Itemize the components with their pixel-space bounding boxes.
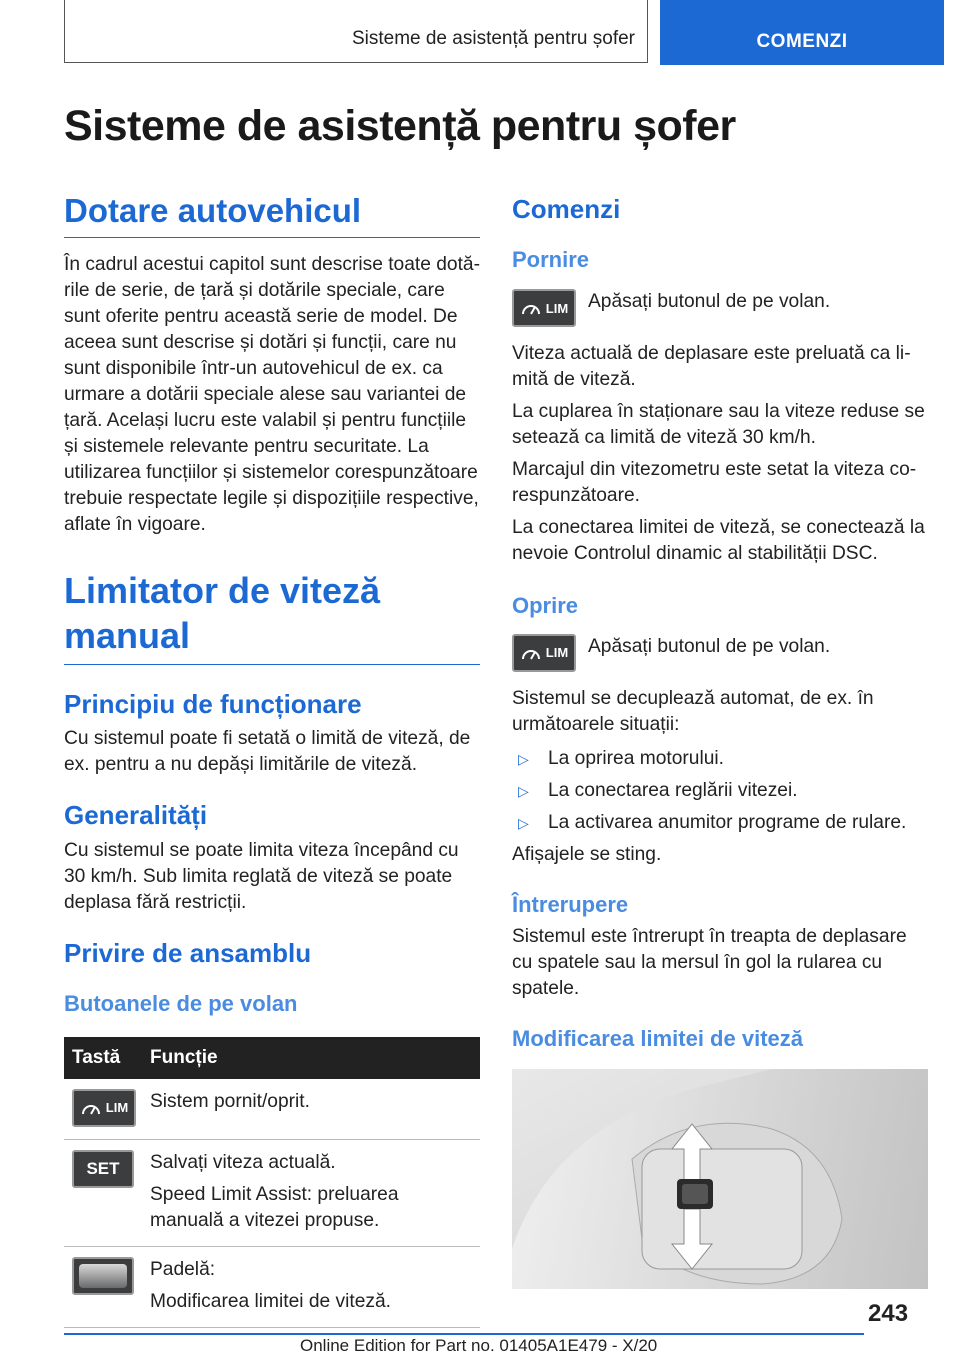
- limiter-heading: Limitator de viteză manual: [64, 568, 480, 665]
- general-text: Cu sistemul se poate limita viteza începând cu 30 km/h. Sub limita reglată de viteză se poate deplasa fără restricții.: [64, 839, 459, 913]
- start-heading: Pornire: [512, 247, 590, 272]
- row1-text: Sistem pornit/oprit.: [150, 1091, 310, 1113]
- tab-comenzi[interactable]: [660, 0, 944, 65]
- general-heading: Generalități: [64, 800, 208, 831]
- table-row: [64, 1247, 480, 1328]
- interrupt-text: Sistemul este întrerupt în treapta de deplasare cu spatele sau la mersul în gol la rularea cu spatele.: [512, 926, 907, 1000]
- stop-paragraph-2: Afișajele se sting.: [512, 843, 662, 865]
- modify-heading: Modificarea limitei de viteză: [512, 1026, 803, 1052]
- row2-text-b: Speed Limit Assist: preluarea manuală a vitezei propuse.: [150, 1184, 399, 1232]
- stop-paragraph-1: Sistemul se decuplează automat, de ex. în următoarele situații:: [512, 687, 874, 735]
- speedometer-icon: [520, 299, 542, 317]
- start-press-text: Apăsați butonul de pe volan.: [588, 291, 831, 313]
- right-column: [512, 190, 928, 1289]
- stop-list: [512, 746, 928, 836]
- left-column: [64, 190, 480, 1328]
- steering-wheel-image: [512, 1069, 928, 1289]
- header-section-box: [64, 0, 648, 63]
- equipment-text: În cadrul acestui capitol sunt descrise toate dotările de serie, de țară și dotările speciale, care sunt oferite pentru această serie de model. De aceea sunt descrise și dotări și funcții, care nu sunt disponibile într-un autovehicul de ex. ca urmare a dotării speciale alese sau variantei de țară. Același lucru este valabil și pentru funcțiile și sistemele relevante pentru securitate. La utilizarea funcțiilor și sistemelor corespunzătoare trebuie respectate legile și dispozițiile respective, aflate în vigoare.: [64, 254, 480, 536]
- lim-label: LIM: [545, 645, 569, 661]
- speedometer-icon: [80, 1099, 102, 1117]
- speedometer-icon: [520, 644, 542, 662]
- page-number: 243: [868, 1300, 909, 1327]
- start-paragraph-4: La conectarea limitei de viteză, se conectează la nevoie Controlul dinamic al stabilității DSC.: [512, 517, 925, 565]
- list-item: ▷ La oprirea motorului.: [512, 746, 928, 772]
- lim-label: LIM: [545, 300, 569, 316]
- triangle-bullet-icon: ▷: [518, 750, 529, 767]
- table-header-key: Tastă: [64, 1037, 142, 1079]
- row3-text-a: Padelă:: [150, 1259, 216, 1281]
- lim-button-icon: [512, 289, 576, 327]
- start-paragraph-2: La cuplarea în staționare sau la viteze reduse se setează ca limită de viteză 30 km/h.: [512, 401, 925, 449]
- set-label: SET: [86, 1159, 120, 1179]
- footer-divider: [64, 1333, 864, 1335]
- triangle-bullet-icon: ▷: [518, 814, 529, 831]
- paddle-button-icon: [72, 1257, 134, 1295]
- lim-button-icon: [512, 634, 576, 672]
- principle-text: Cu sistemul poate fi setată o limită de viteză, de ex. pentru a nu depăși limitările de viteză.: [64, 728, 471, 776]
- stop-instruction: [512, 634, 928, 672]
- table-row: [64, 1140, 480, 1247]
- start-paragraph-3: Marcajul din vitezometru este setat la viteza corespunzătoare.: [512, 459, 917, 507]
- equipment-heading: Dotare autovehicul: [64, 190, 480, 238]
- buttons-table: [64, 1037, 480, 1328]
- stop-heading: Oprire: [512, 593, 579, 619]
- stop-press-text: Apăsați butonul de pe volan.: [588, 635, 831, 657]
- start-instruction: [512, 289, 928, 327]
- table-row: [64, 1079, 480, 1140]
- row3-text-b: Modificarea limitei de viteză.: [150, 1291, 392, 1313]
- table-header-function: Funcție: [142, 1037, 480, 1079]
- triangle-bullet-icon: ▷: [518, 782, 529, 799]
- footer-edition: Online Edition for Part no. 01405A1E479 - X/20: [300, 1336, 658, 1355]
- lim-label: LIM: [105, 1100, 129, 1116]
- start-paragraph-1: Viteza actuală de deplasare este preluată ca limită de viteză.: [512, 343, 911, 391]
- principle-heading: Principiu de funcționare: [64, 689, 362, 720]
- overview-heading: Privire de ansamblu: [64, 937, 312, 968]
- header-section-title: Sisteme de asistență pentru șofer: [351, 28, 635, 49]
- paddle-icon: [79, 1264, 127, 1288]
- page-title: Sisteme de asistență pentru șofer: [64, 102, 736, 150]
- interrupt-heading: Întrerupere: [512, 891, 629, 917]
- controls-heading: Comenzi: [512, 194, 621, 224]
- set-button-icon: [72, 1150, 134, 1188]
- tab-comenzi-label: COMENZI: [756, 31, 848, 52]
- lim-button-icon: [72, 1089, 136, 1127]
- list-item: ▷ La activarea anumitor programe de rulare.: [512, 810, 928, 836]
- row2-text-a: Salvați viteza actuală.: [150, 1152, 336, 1174]
- buttons-heading: Butoanele de pe volan: [64, 990, 298, 1016]
- list-item: ▷ La conectarea reglării vitezei.: [512, 778, 928, 804]
